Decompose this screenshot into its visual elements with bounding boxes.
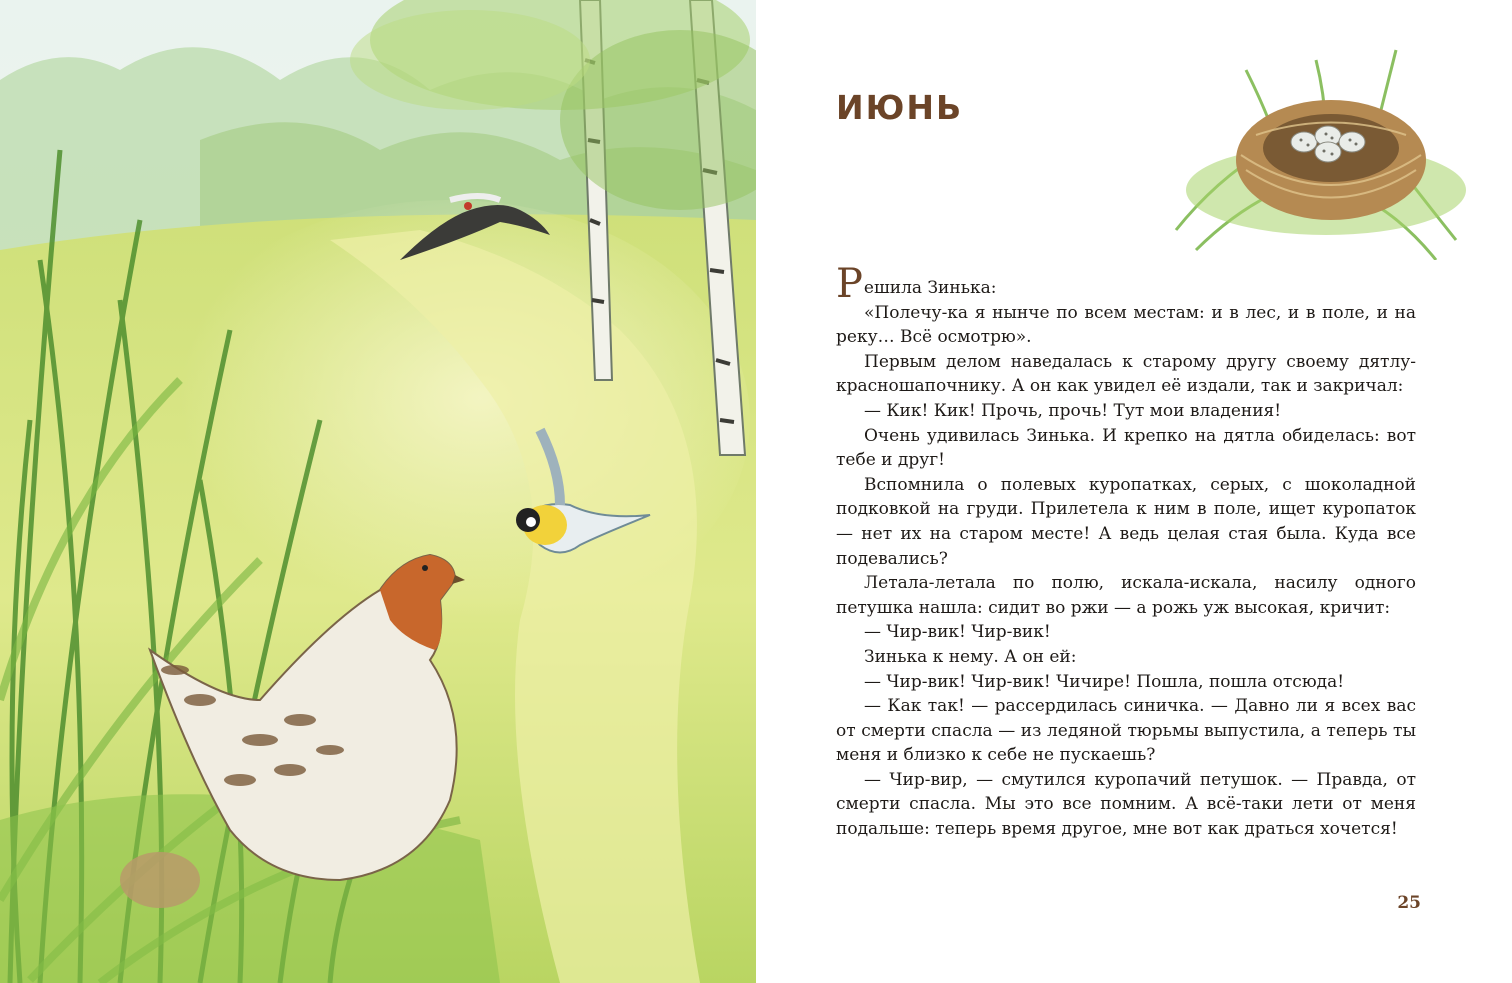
story-paragraph: Зинька к нему. А он ей: (864, 646, 1077, 667)
text-page (756, 0, 1512, 983)
story-paragraph: — Кик! Кик! Прочь, прочь! Тут мои владения! (864, 400, 1282, 421)
nest-illustration (1156, 30, 1476, 260)
story-paragraph: — Чир-вик! Чир-вик! (864, 622, 1051, 643)
story-paragraph: Очень удивилась Зинька. И крепко на дятла обиделась: вот тебе и друг! (836, 425, 1416, 471)
story-paragraph: — Как так! — рассердилась синичка. — Давно ли я всех вас от смерти спасла — из ледяной тюрьмы выпустила, а теперь ты меня и близко к себе не пускаешь? (836, 696, 1416, 766)
chapter-title: ИЮНЬ (836, 88, 964, 127)
story-paragraph: — Чир-вир, — смутился куропачий петушок. — Правда, от смерти спасла. Мы это все помним. А всё-таки лети от меня подальше: теперь время другое, мне вот как драться хочется! (836, 769, 1416, 840)
story-paragraph: Решила Зинька: (836, 261, 997, 307)
story-paragraph: Вспомнила о полевых куропатках, серых, с шоколадной подковкой на груди. Прилетела к ним в поле, ищет куропаток — нет их на старом месте! А ведь целая стая была. Куда все подевались? (836, 474, 1416, 569)
page-number: 25 (1397, 893, 1421, 913)
drop-cap: Р (836, 261, 863, 307)
story-paragraph: «Полечу-ка я нынче по всем местам: и в лес, и в поле, и на реку… Всё осмотрю». (836, 302, 1416, 348)
story-paragraph: Первым делом наведалась к старому другу своему дятлу-красношапочнику. А он как увидел её издали, так и закричал: (836, 351, 1416, 397)
story-paragraph: Летала-летала по полю, искала-искала, насилу одного петушка нашла: сидит во ржи — а рожь уж высокая, кричит: (836, 573, 1416, 618)
story-text (836, 261, 1416, 842)
story-paragraph: — Чир-вик! Чир-вик! Чичире! Пошла, пошла отсюда! (864, 671, 1345, 692)
chick-illustration (120, 852, 200, 908)
